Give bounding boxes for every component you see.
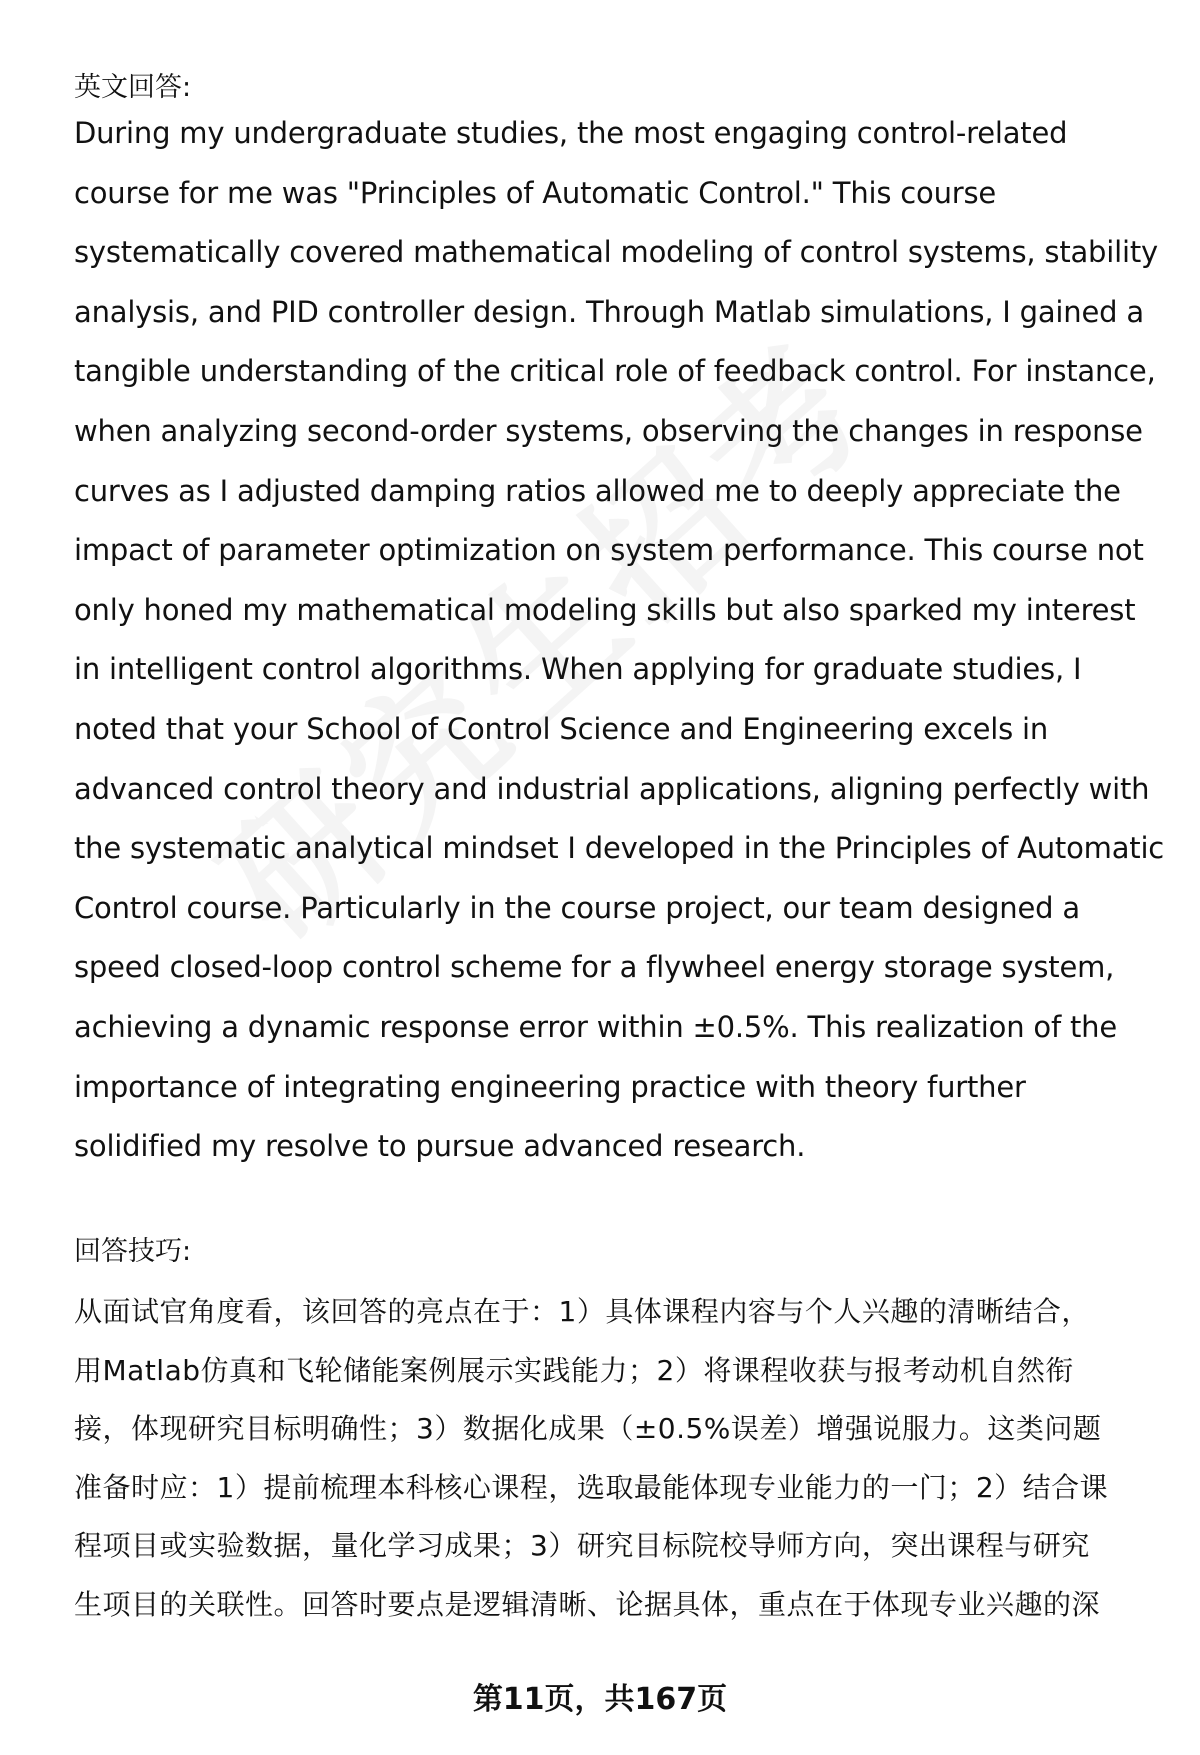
english-answer-line: the systematic analytical mindset I developed in the Principles of Automatic xyxy=(74,831,1165,866)
tips-line: 程项目或实验数据，量化学习成果；3）研究目标院校导师方向，突出课程与研究 xyxy=(74,1529,1090,1562)
tips-line: 从面试官角度看，该回答的亮点在于：1）具体课程内容与个人兴趣的清晰结合， xyxy=(74,1295,1090,1328)
english-answer-line: Control course. Particularly in the course project, our team designed a xyxy=(74,890,1080,925)
english-answer-line: systematically covered mathematical modeling of control systems, stability xyxy=(74,235,1158,270)
english-answer-line: impact of parameter optimization on system performance. This course not xyxy=(74,533,1144,568)
english-answer-line: importance of integrating engineering practice with theory further xyxy=(74,1069,1026,1104)
tips-line: 用Matlab仿真和飞轮储能案例展示实践能力；2）将课程收获与报考动机自然衔 xyxy=(74,1353,1074,1387)
tips-section xyxy=(74,1232,1154,1272)
english-answer-line: speed closed-loop control scheme for a flywheel energy storage system, xyxy=(74,950,1115,985)
english-answer-line: tangible understanding of the critical role of feedback control. For instance, xyxy=(74,354,1156,389)
english-answer-body xyxy=(74,104,1165,1177)
english-answer-paragraph xyxy=(74,104,1165,1177)
tips-body xyxy=(74,1283,1154,1634)
english-answer-line: only honed my mathematical modeling skills but also sparked my interest xyxy=(74,592,1136,627)
english-answer-line: solidified my resolve to pursue advanced research. xyxy=(74,1129,806,1164)
tips-line: 生项目的关联性。回答时要点是逻辑清晰、论据具体，重点在于体现专业兴趣的深 xyxy=(74,1587,1101,1621)
english-answer-line: when analyzing second-order systems, observing the changes in response xyxy=(74,413,1143,448)
english-answer-line: course for me was "Principles of Automatic Control." This course xyxy=(74,175,997,210)
tips-line: 接，体现研究目标明确性；3）数据化成果（±0.5%误差）增强说服力。这类问题 xyxy=(74,1412,1102,1445)
english-answer-line: achieving a dynamic response error within ±0.5%. This realization of the xyxy=(74,1009,1117,1044)
english-answer-line: curves as I adjusted damping ratios allowed me to deeply appreciate the xyxy=(74,473,1121,508)
english-answer-line: advanced control theory and industrial applications, aligning perfectly with xyxy=(74,771,1150,806)
english-answer-section xyxy=(74,68,1154,108)
english-answer-line: in intelligent control algorithms. When applying for graduate studies, I xyxy=(74,652,1082,687)
english-answer-heading: 英文回答: xyxy=(74,72,192,103)
tips-line: 准备时应：1）提前梳理本科核心课程，选取最能体现专业能力的一门；2）结合课 xyxy=(74,1470,1109,1504)
english-answer-line: During my undergraduate studies, the most engaging control-related xyxy=(74,116,1068,150)
page-number: 第11页，共167页 xyxy=(472,1682,728,1717)
tips-paragraph xyxy=(74,1283,1154,1634)
english-answer-line: noted that your School of Control Science and Engineering excels in xyxy=(74,711,1049,746)
english-answer-line: analysis, and PID controller design. Through Matlab simulations, I gained a xyxy=(74,294,1144,329)
tips-heading: 回答技巧: xyxy=(74,1236,192,1267)
